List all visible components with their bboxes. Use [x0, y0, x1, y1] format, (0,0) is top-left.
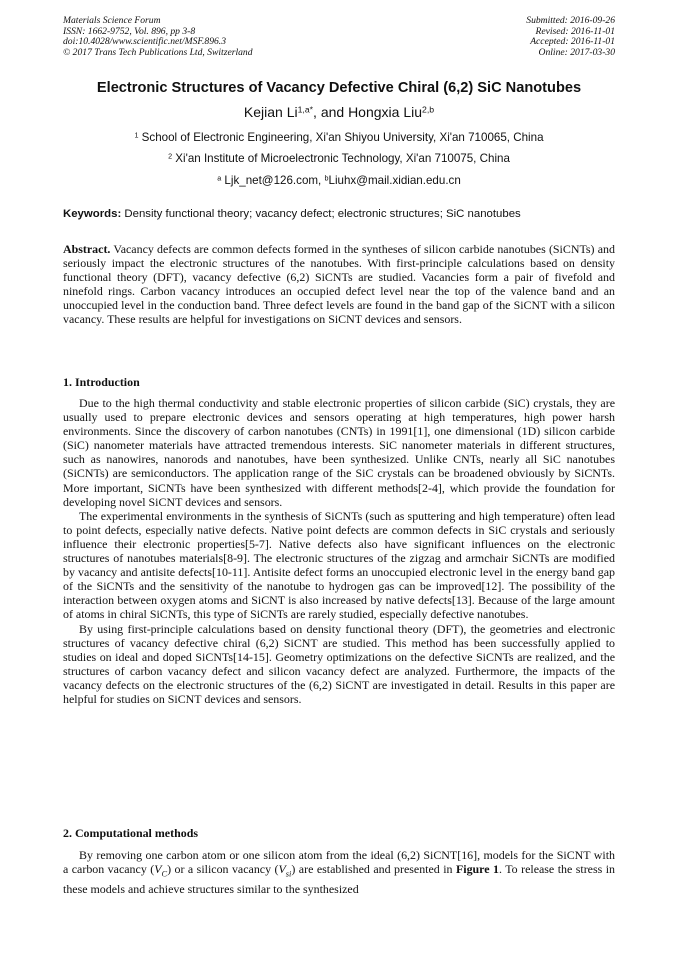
keywords-text: Density functional theory; vacancy defect; electronic structures; SiC nanotubes	[121, 208, 521, 220]
keywords	[63, 208, 615, 220]
email-b: Liuhx@mail.xidian.edu.cn	[328, 174, 461, 187]
methods-text-a: By removing one carbon atom or one silicon atom from the ideal (6,2) SiCNT[16], models for the SiCNT with a carbon vacancy (	[63, 848, 615, 877]
section-2-heading: 2. Computational methods	[63, 826, 198, 840]
author-1-sup: 1,a*	[297, 104, 314, 115]
methods-text-c: ) are established and presented in	[291, 862, 456, 877]
carbon-vacancy-sub: C	[161, 869, 168, 879]
abstract-label: Abstract.	[63, 242, 111, 256]
paper-title: Electronic Structures of Vacancy Defective Chiral (6,2) SiC Nanotubes	[96, 80, 582, 96]
methods-paragraph-1	[63, 848, 615, 896]
methods-text-d: . To release the stress in these models and achieve structures similar to the synthesized	[63, 862, 615, 896]
methods-text-b: ) or a silicon vacancy (	[167, 862, 279, 877]
header-right	[526, 16, 615, 58]
author-line	[30, 104, 648, 120]
email-a-sup: a	[217, 173, 222, 183]
section-2-body	[63, 848, 615, 896]
doi-line: doi:10.4028/www.scientific.net/MSF.896.3	[63, 36, 226, 48]
silicon-vacancy-sub: si	[285, 869, 292, 879]
affiliation-1-sup: 1	[134, 130, 139, 140]
email-a: Ljk_net@126.com,	[221, 174, 325, 187]
affiliation-1	[30, 131, 648, 144]
affiliation-2-sup: 2	[168, 151, 173, 161]
revised-date: Revised: 2016-11-01	[535, 25, 615, 37]
figure-1-reference: Figure 1	[455, 862, 499, 877]
header-left	[63, 16, 253, 58]
author-joiner: , and Hongxia Liu	[313, 104, 423, 120]
email-b-sup: b	[324, 173, 329, 183]
accepted-date: Accepted: 2016-11-01	[530, 36, 615, 48]
submitted-date: Submitted: 2016-09-26	[526, 15, 615, 26]
carbon-vacancy-symbol: V	[154, 862, 162, 877]
intro-paragraph-3: By using first-principle calculations based on density functional theory (DFT), the geometries and electronic structures of vacancy defective chiral (6,2) SiCNT are studied. This method has been successfully applied to studies on ideal and doped SiCNTs[14-15]. Geometry optimizations on the defective SiCNTs are realized, and the structures of carbon vacancy defect and silicon vacancy defect are analyzed. Furthermore, the impacts of the vacancy defects on the electronic structures of the (6,2) SiCNT are investigated in detail. Results in this paper are helpful for studies on SiCNT devices and sensors.	[63, 621, 615, 706]
copyright-line: © 2017 Trans Tech Publications Ltd, Switzerland	[63, 46, 253, 58]
section-1-body	[63, 396, 615, 706]
affiliation-1-text: School of Electronic Engineering, Xi'an Shiyou University, Xi'an 710065, China	[138, 131, 544, 144]
issn-line: ISSN: 1662-9752, Vol. 896, pp 3-8	[63, 25, 196, 37]
abstract-text: Vacancy defects are common defects formed in the syntheses of silicon carbide nanotubes (SiCNTs) and seriously impact the electronic structures of the nanotubes. With first-principle calculations based on density functional theory (DFT), vacancy defective (6,2) SiCNTs are studied. Vacancies form a pair of fivefold and ninefold rings. Carbon vacancy introduces an occupied defect level near the top of the valence band and an unoccupied level in the conduction band. Three defect levels are found in the band gap of the SiCNT with a silicon vacancy. These results are helpful for investigations on SiCNT devices and sensors.	[63, 242, 615, 327]
keywords-label: Keywords:	[63, 208, 122, 220]
journal-name: Materials Science Forum	[63, 15, 161, 26]
online-date: Online: 2017-03-30	[538, 46, 615, 58]
affiliation-2-text: Xi'an Institute of Microelectronic Technology, Xi'an 710075, China	[172, 152, 510, 165]
author-1: Kejian Li	[243, 104, 298, 120]
affiliation-2	[30, 152, 648, 165]
section-1-heading: 1. Introduction	[63, 375, 140, 389]
email-line	[30, 174, 648, 187]
silicon-vacancy-symbol: V	[278, 862, 286, 877]
abstract	[63, 242, 615, 327]
author-2-sup: 2,b	[422, 104, 435, 115]
intro-paragraph-1: Due to the high thermal conductivity and stable electronic properties of silicon carbide (SiC) crystals, they are usually used to prepare electronic devices and sensors operating at high temperatures, high power harsh environments. Since the discovery of carbon nanotubes (CNTs) in 1991[1], one dimensional (1D) silicon carbide (SiC) nanometer materials have attracted tremendous interests. SiC nanometer materials in different structures, such as nanowires, nanorods and nanotubes, have been synthesized. Unlike CNTs, nearly all SiC nanotubes (SiCNTs) are semiconductors. The application range of the SiC crystals can be broadened obviously by SiCNTs. More important, SiCNTs have been synthesized with different methods[2-4], which provide the foundation for developing novel SiCNT devices and sensors.	[63, 396, 615, 509]
intro-paragraph-2: The experimental environments in the synthesis of SiCNTs (such as sputtering and high temperature) often lead to point defects, especially native defects. Native point defects are common defects in SiC crystals and seriously influence their electronic properties[5-7]. Native defects also have significant influences on the electronic structures of nanotubes materials[8-9]. The electronic structures of the zigzag and armchair SiCNTs are modified by vacancy and antisite defects[10-11]. Antisite defect forms an unoccupied electronic level in the energy band gap of the SiCNTs and the sensitivity of the nanotube to hydrogen gas can be improved[12]. The possibility of the interaction between oxygen atoms and SiCNT is also increased by native defects[13]. Because of the large amount of atoms in chiral SiCNTs, this type of SiCNTs are rarely studied, especially defective nanotubes.	[63, 508, 615, 622]
